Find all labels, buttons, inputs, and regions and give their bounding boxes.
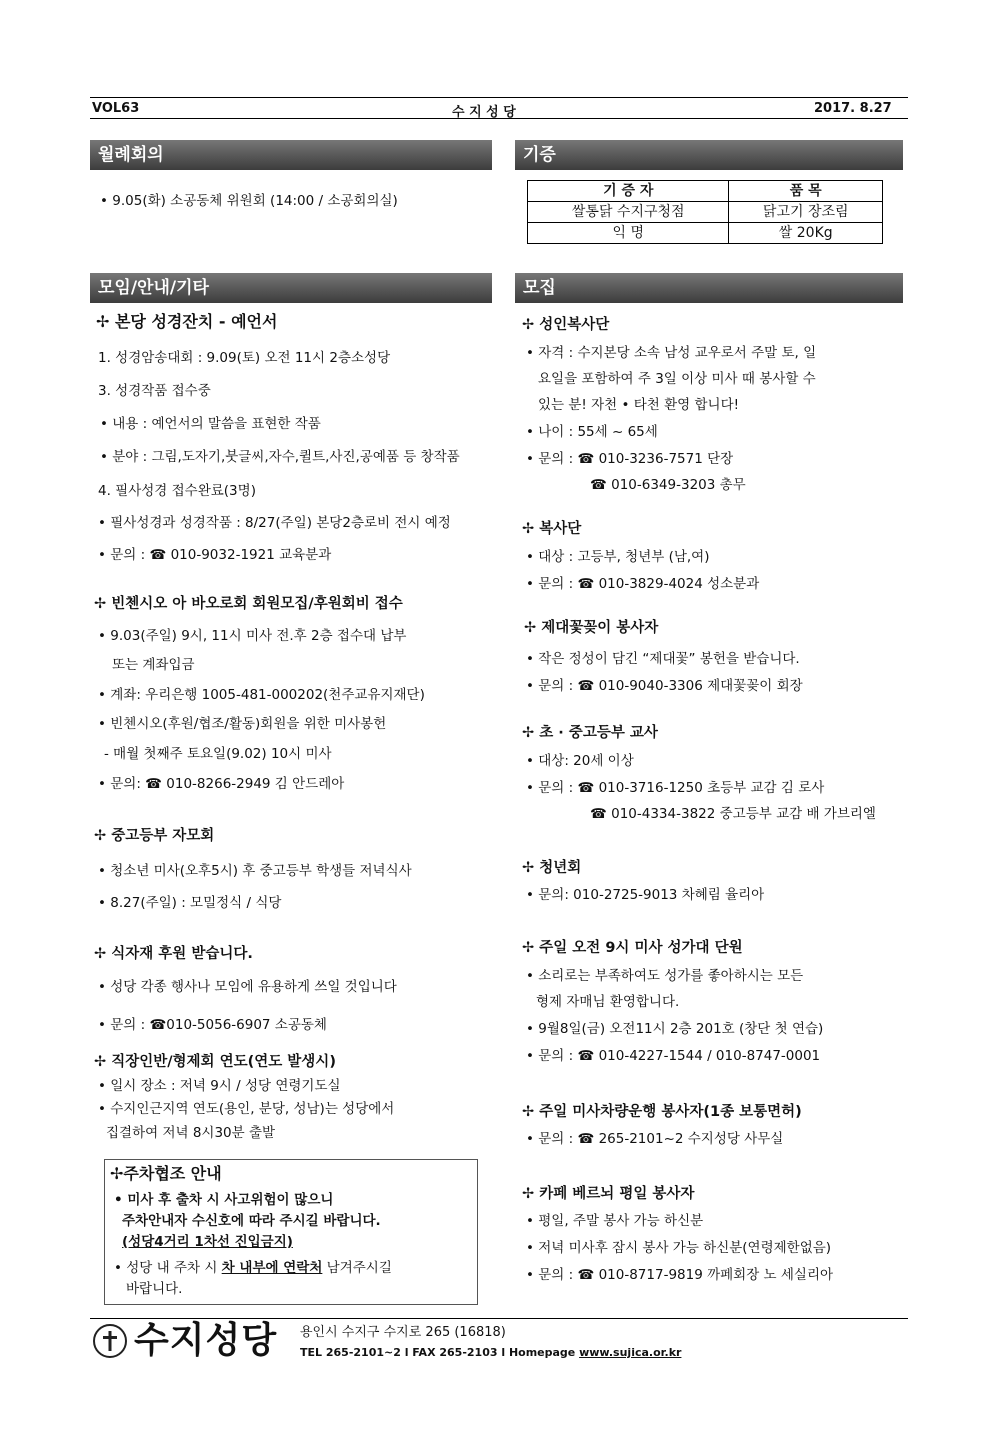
bible-title: ✢ 본당 성경잔치 - 예언서 xyxy=(96,312,278,331)
footer-divider xyxy=(90,1318,908,1319)
monthly-item: • 9.05(화) 소공동체 위원회 (14:00 / 소공회의실) xyxy=(100,193,398,209)
section-gathering: 모임/안내/기타 xyxy=(90,273,492,303)
church-logo-text: 수지성당 xyxy=(134,1320,278,1361)
cafe-line: • 평일, 주말 봉사 가능 하신분 xyxy=(526,1213,704,1229)
choir-title: ✢ 주일 오전 9시 미사 성가대 단원 xyxy=(522,940,743,956)
youth-title: ✢ 청년회 xyxy=(522,860,582,876)
vincent-line: • 계좌: 우리은행 1005-481-000202(천주교유지재단) xyxy=(98,687,425,703)
parking-line: • 미사 후 출차 시 사고위험이 많으니 xyxy=(114,1192,334,1208)
flower-line: • 문의 : ☎ 010-9040-3306 제대꽃꽂이 회장 xyxy=(526,678,803,694)
teacher-line: • 대상: 20세 이상 xyxy=(526,753,634,769)
driver-title: ✢ 주일 미사차량운행 봉사자(1종 보통면허) xyxy=(522,1104,802,1120)
cafe-title: ✢ 카페 베르뇌 평일 봉사자 xyxy=(522,1186,695,1202)
issue-date: 2017. 8.27 xyxy=(814,101,892,116)
church-logo-icon xyxy=(93,1324,127,1358)
donation-header-item: 품 목 xyxy=(729,181,883,202)
mothers-line: • 8.27(주일) : 모밀정식 / 식당 xyxy=(98,895,282,911)
cafe-line: • 저녁 미사후 잠시 봉사 가능 하신분(연령제한없음) xyxy=(526,1240,832,1256)
section-monthly: 월례회의 xyxy=(90,140,492,170)
work-line: • 수지인근지역 연도(용인, 분당, 성남)는 성당에서 xyxy=(98,1101,395,1117)
vincent-line: • 문의: ☎ 010-8266-2949 김 안드레아 xyxy=(98,776,345,792)
bible-line: • 문의 : ☎ 010-9032-1921 교육분과 xyxy=(98,547,332,563)
parking-text: • 성당 내 주차 시 xyxy=(114,1260,222,1276)
parking-title: ✢주차협조 안내 xyxy=(110,1164,222,1183)
donation-table xyxy=(527,180,883,244)
food-line: • 문의 : ☎010-5056-6907 소공동체 xyxy=(98,1017,327,1033)
adult-altar-line: 요일을 포함하여 주 3일 이상 미사 때 봉사할 수 xyxy=(538,371,816,387)
adult-altar-line: • 자격 : 수지본당 소속 남성 교우로서 주말 토, 일 xyxy=(526,345,817,361)
parking-line: 바랍니다. xyxy=(126,1281,183,1297)
donation-cell: 닭고기 장조림 xyxy=(729,202,883,223)
teacher-line: • 문의 : ☎ 010-3716-1250 초등부 교감 김 로사 xyxy=(526,780,825,796)
choir-line: • 소리로는 부족하여도 성가를 좋아하시는 모든 xyxy=(526,968,804,984)
homepage-link[interactable]: www.sujica.or.kr xyxy=(579,1346,682,1359)
donation-header-donor: 기 증 자 xyxy=(528,181,729,202)
teacher-line: ☎ 010-4334-3822 중고등부 교감 배 가브리엘 xyxy=(590,806,876,822)
choir-line: • 문의 : ☎ 010-4227-1544 / 010-8747-0001 xyxy=(526,1048,821,1064)
parking-emphasis: 차 내부에 연락처 xyxy=(221,1260,323,1276)
altar-servers-line: • 대상 : 고등부, 청년부 (남,여) xyxy=(526,549,710,565)
bible-line: 3. 성경작품 접수중 xyxy=(98,383,211,399)
work-line: • 일시 장소 : 저녁 9시 / 성당 연령기도실 xyxy=(98,1078,341,1094)
section-recruit: 모집 xyxy=(515,273,903,303)
footer-contact: TEL 265-2101~2 l FAX 265-2103 l Homepage xyxy=(300,1346,580,1359)
vincent-line: • 빈첸시오(후원/협조/활동)회원을 위한 미사봉헌 xyxy=(98,716,387,732)
food-title: ✢ 식자재 후원 받습니다. xyxy=(94,946,253,962)
vincent-line: 또는 계좌입금 xyxy=(112,657,195,673)
vincent-title: ✢ 빈첸시오 아 바오로회 회원모집/후원회비 접수 xyxy=(94,596,403,612)
mothers-title: ✢ 중고등부 자모회 xyxy=(94,828,215,844)
parking-line: (성당4거리 1차선 진입금지) xyxy=(122,1234,293,1250)
bible-line: 1. 성경암송대회 : 9.09(토) 오전 11시 2층소성당 xyxy=(98,350,391,366)
bible-line: 4. 필사성경 접수완료(3명) xyxy=(98,483,256,499)
work-title: ✢ 직장인반/형제회 연도(연도 발생시) xyxy=(94,1054,336,1070)
donation-cell: 쌀통닭 수지구청점 xyxy=(528,202,729,223)
altar-servers-title: ✢ 복사단 xyxy=(522,521,582,537)
footer-address: 용인시 수지구 수지로 265 (16818) xyxy=(300,1325,506,1340)
adult-altar-line: 있는 분! 자천 • 타천 환영 합니다! xyxy=(538,397,740,413)
cafe-line: • 문의 : ☎ 010-8717-9819 까페회장 노 세실리아 xyxy=(526,1267,834,1283)
choir-line: • 9월8일(금) 오전11시 2층 201호 (창단 첫 연습) xyxy=(526,1021,824,1037)
work-line: 집결하여 저녁 8시30분 출발 xyxy=(106,1125,276,1141)
volume-label: VOL63 xyxy=(92,101,140,116)
bible-line: • 분야 : 그림,도자기,붓글씨,자수,퀼트,사진,공예품 등 창작품 xyxy=(100,449,460,465)
newsletter-title: 수 지 성 당 xyxy=(452,105,516,120)
adult-altar-line: • 문의 : ☎ 010-3236-7571 단장 xyxy=(526,451,734,467)
adult-altar-line: • 나이 : 55세 ~ 65세 xyxy=(526,424,658,440)
food-line: • 성당 각종 행사나 모임에 유용하게 쓰일 것입니다 xyxy=(98,979,397,995)
driver-line: • 문의 : ☎ 265-2101~2 수지성당 사무실 xyxy=(526,1131,784,1147)
flower-line: • 작은 정성이 담긴 “제대꽃” 봉헌을 받습니다. xyxy=(526,651,800,667)
vincent-line: - 매월 첫째주 토요일(9.02) 10시 미사 xyxy=(104,746,332,762)
cross-icon xyxy=(95,1326,125,1356)
choir-line: 형제 자매님 환영합니다. xyxy=(536,994,680,1010)
mothers-line: • 청소년 미사(오후5시) 후 중고등부 학생들 저녁식사 xyxy=(98,863,412,879)
donation-cell: 익 명 xyxy=(528,223,729,244)
vincent-line: • 9.03(주일) 9시, 11시 미사 전.후 2층 접수대 납부 xyxy=(98,628,407,644)
header-top-line xyxy=(90,97,908,98)
altar-servers-line: • 문의 : ☎ 010-3829-4024 성소분과 xyxy=(526,576,760,592)
parking-text: 남겨주시길 xyxy=(322,1260,392,1276)
adult-altar-line: ☎ 010-6349-3203 총무 xyxy=(590,477,746,493)
parking-contact-line xyxy=(114,1259,392,1277)
flower-title: ✢ 제대꽃꽂이 봉사자 xyxy=(524,620,659,636)
footer-contact-line xyxy=(300,1344,681,1362)
donation-cell: 쌀 20Kg xyxy=(729,223,883,244)
section-donation: 기증 xyxy=(515,140,903,170)
header-bottom-line xyxy=(90,118,908,119)
bible-line: • 내용 : 예언서의 말씀을 표현한 작품 xyxy=(100,416,321,432)
bible-line: • 필사성경과 성경작품 : 8/27(주일) 본당2층로비 전시 예정 xyxy=(98,515,451,531)
youth-line: • 문의: 010-2725-9013 차혜림 율리아 xyxy=(526,887,765,903)
adult-altar-title: ✢ 성인복사단 xyxy=(522,317,610,333)
teacher-title: ✢ 초 · 중고등부 교사 xyxy=(522,725,658,741)
parking-line: 주차안내자 수신호에 따라 주시길 바랍니다. xyxy=(122,1213,381,1229)
